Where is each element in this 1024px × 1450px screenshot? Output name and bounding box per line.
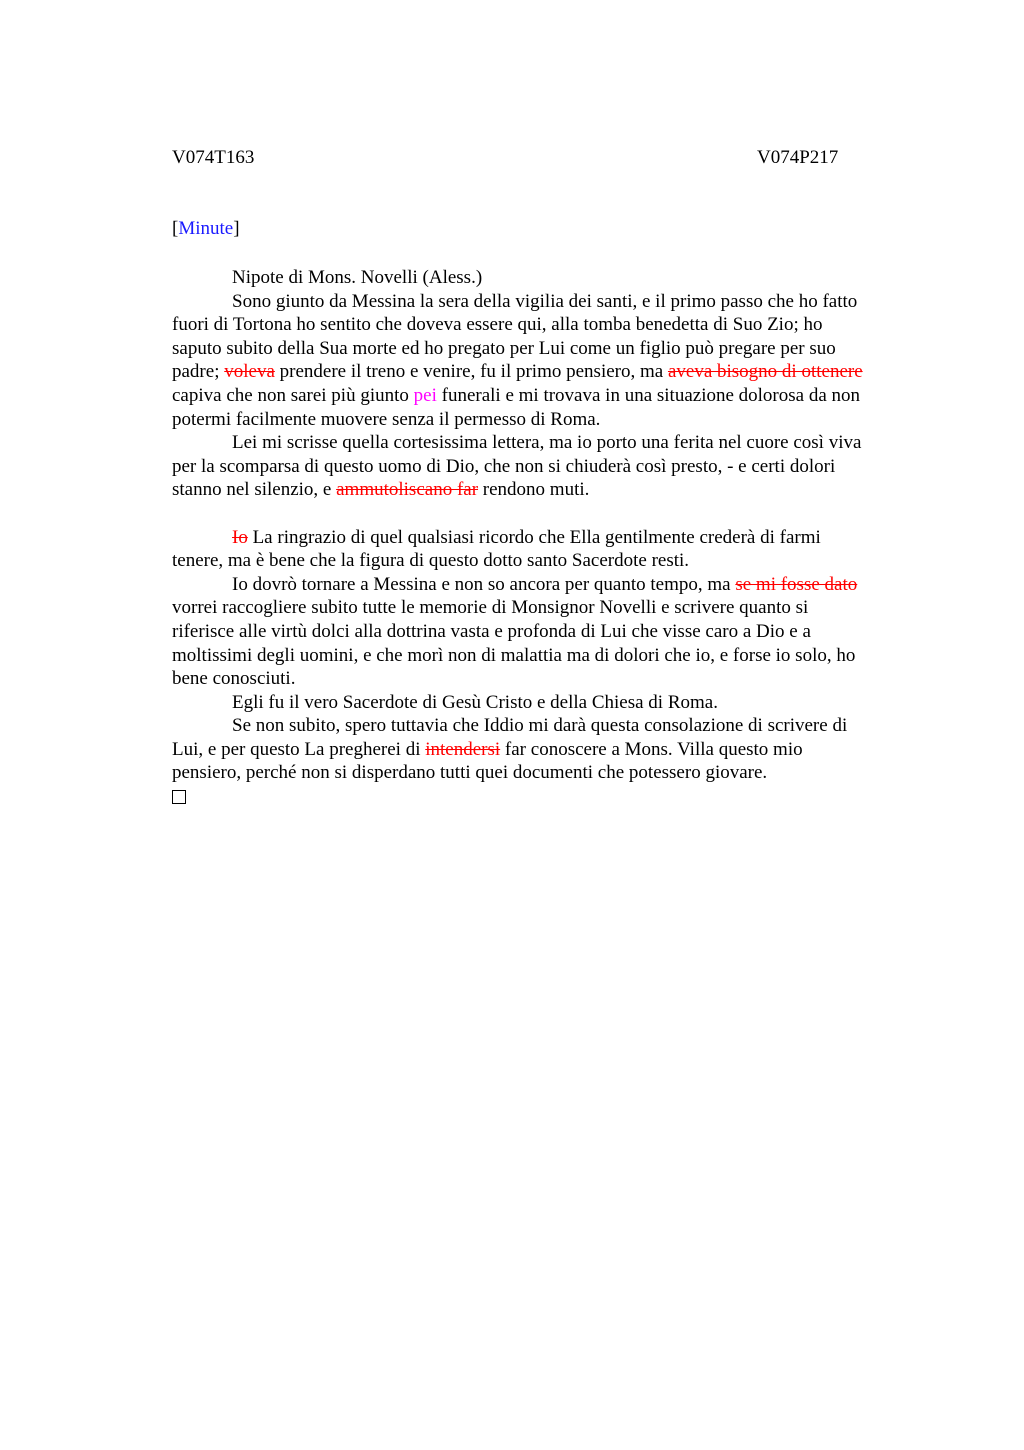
- minute-label: [172, 218, 240, 240]
- text-line: Lei mi scrisse quella cortesissima lettera, ma io porto una ferita nel cuore così viva: [232, 432, 862, 454]
- deleted-text: ammutoliscano far: [336, 479, 479, 501]
- inserted-text: pei: [413, 384, 437, 406]
- deleted-text: intendersi: [425, 738, 501, 760]
- label-close-bracket: ]: [233, 218, 240, 239]
- text-line: fuori di Tortona ho sentito che doveva essere qui, alla tomba benedetta di Suo Zio; ho: [172, 314, 823, 336]
- text-span: La ringrazio di quel qualsiasi ricordo che Ella gentilmente crederà di farmi: [247, 526, 821, 548]
- paragraph-1: [172, 290, 924, 432]
- end-square-icon: [172, 790, 186, 804]
- text-span: Io dovrò tornare a Messina e non so ancora per quanto tempo, ma: [232, 573, 736, 595]
- text-line: bene conosciuti.: [172, 668, 296, 690]
- text-line: potermi facilmente muovere senza il permesso di Roma.: [172, 408, 601, 430]
- text-span: funerali e mi trovava in una situazione dolorosa da non: [436, 384, 861, 406]
- label-text: Minute: [178, 218, 234, 239]
- deleted-text: Io: [232, 526, 248, 548]
- label-open-bracket: [: [172, 218, 179, 239]
- recipient-line: Nipote di Mons. Novelli (Aless.): [232, 267, 483, 288]
- text-line: [172, 738, 924, 762]
- document-code-right: V074P217: [757, 147, 839, 168]
- paragraph-3: [172, 526, 924, 573]
- paragraph-2: [172, 431, 924, 502]
- end-mark: [172, 785, 924, 811]
- paragraph-gap: [172, 502, 924, 526]
- text-span: Lui, e per questo La pregherei di: [172, 738, 426, 760]
- text-line: moltissimi degli uomini, e che morì non di malattia ma di dolori che io, e forse io solo, ho: [172, 644, 856, 666]
- text-span: stanno nel silenzio, e: [172, 479, 337, 501]
- text-span: capiva che non sarei più giunto: [172, 384, 414, 406]
- deleted-text: voleva: [224, 361, 275, 383]
- letter-body: [172, 266, 924, 811]
- paragraph-6: [172, 714, 924, 785]
- text-line: [172, 526, 924, 550]
- text-span: rendono muti.: [478, 479, 590, 501]
- text-line: Sono giunto da Messina la sera della vigilia dei santi, e il primo passo che ho fatto: [232, 290, 858, 312]
- text-line: tenere, ma è bene che la figura di questo dotto santo Sacerdote resti.: [172, 550, 690, 572]
- text-line: saputo subito della Sua morte ed ho pregato per Lui come un figlio può pregare per suo: [172, 337, 836, 359]
- text-line: vorrei raccogliere subito tutte le memorie di Monsignor Novelli e scrivere quanto si: [172, 597, 809, 619]
- text-span: prendere il treno e venire, fu il primo pensiero, ma: [274, 361, 668, 383]
- paragraph-4: [172, 573, 924, 691]
- document-code-left: V074T163: [172, 147, 255, 168]
- text-span: far conoscere a Mons. Villa questo mio: [500, 738, 803, 760]
- text-line: [172, 573, 924, 597]
- paragraph-5: Egli fu il vero Sacerdote di Gesù Cristo e della Chiesa di Roma.: [232, 691, 718, 713]
- text-line: [172, 384, 924, 408]
- text-line: [172, 360, 924, 384]
- text-line: [172, 478, 924, 502]
- text-line: per la scomparsa di questo uomo di Dio, che non si chiuderà così presto, - e certi dolori: [172, 455, 836, 477]
- deleted-text: aveva bisogno di ottenere: [667, 361, 863, 383]
- text-line: Se non subito, spero tuttavia che Iddio mi darà questa consolazione di scrivere di: [232, 715, 848, 737]
- deleted-text: se mi fosse dato: [735, 573, 858, 595]
- text-span: padre;: [172, 361, 225, 383]
- text-line: riferisce alle virtù dolci alla dottrina vasta e profonda di Lui che visse caro a Dio e a: [172, 620, 811, 642]
- text-line: pensiero, perché non si disperdano tutti quei documenti che potessero giovare.: [172, 762, 768, 784]
